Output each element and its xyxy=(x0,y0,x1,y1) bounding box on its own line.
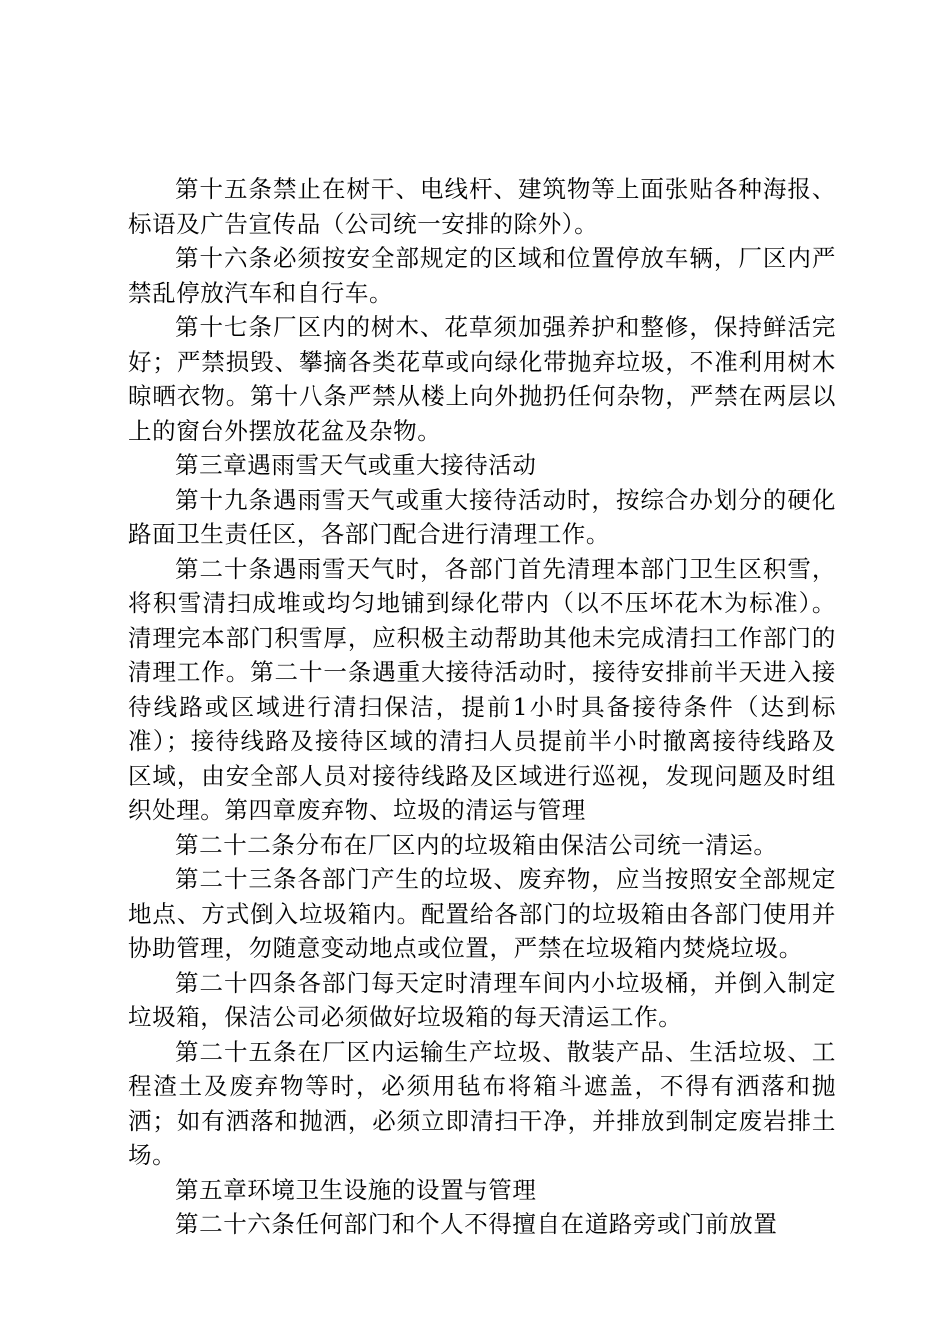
paragraph-article-17-18: 第十七条厂区内的树木、花草须加强养护和整修，保持鲜活完好；严禁损毁、攀摘各类花草或向绿化带抛弃垃圾，不准利用树木晾晒衣物。第十八条严禁从楼上向外抛扔任何杂物，严禁在两层以上的窗台外摆放花盆及杂物。 xyxy=(128,313,836,445)
document-body xyxy=(128,172,836,1242)
paragraph-article-22: 第二十二条分布在厂区内的垃圾箱由保洁公司统一清运。 xyxy=(175,830,778,859)
paragraph-article-16: 第十六条必须按安全部规定的区域和位置停放车辆，厂区内严禁乱停放汽车和自行车。 xyxy=(128,244,836,307)
paragraph-article-24: 第二十四条各部门每天定时清理车间内小垃圾桶，并倒入制定垃圾箱，保洁公司必须做好垃圾箱的每天清运工作。 xyxy=(128,968,836,1031)
paragraph-article-19: 第十九条遇雨雪天气或重大接待活动时，按综合办划分的硬化路面卫生责任区，各部门配合进行清理工作。 xyxy=(128,485,836,548)
paragraph-article-15: 第十五条禁止在树干、电线杆、建筑物等上面张贴各种海报、标语及广告宣传品（公司统一安排的除外）。 xyxy=(128,175,836,238)
paragraph-article-26: 第二十六条任何部门和个人不得擅自在道路旁或门前放置 xyxy=(175,1210,778,1238)
chapter-3-heading: 第三章遇雨雪天气或重大接待活动 xyxy=(175,451,537,479)
paragraph-article-20-21: 第二十条遇雨雪天气时，各部门首先清理本部门卫生区积雪，将积雪清扫成堆或均匀地铺到绿化带内（以不压坏花木为标准）。清理完本部门积雪厚，应积极主动帮助其他未完成清扫工作部门的清理工作。第二十一条遇重大接待活动时，接待安排前半天进入接待线路或区域进行清扫保洁，提前1小时具备接待条件（达到标准）；接待线路及接待区域的清扫人员提前半小时撤离接待线路及区域，由安全部人员对接待线路及区域进行巡视，发现问题及时组织处理。第四章废弃物、垃圾的清运与管理 xyxy=(128,554,836,824)
paragraph-article-23: 第二十三条各部门产生的垃圾、废弃物，应当按照安全部规定地点、方式倒入垃圾箱内。配置给各部门的垃圾箱由各部门使用并协助管理，勿随意变动地点或位置，严禁在垃圾箱内焚烧垃圾。 xyxy=(128,865,836,962)
paragraph-article-25: 第二十五条在厂区内运输生产垃圾、散装产品、生活垃圾、工程渣土及废弃物等时，必须用毡布将箱斗遮盖，不得有洒落和抛洒；如有洒落和抛洒，必须立即清扫干净，并排放到制定废岩排土场。 xyxy=(128,1037,836,1169)
chapter-5-heading: 第五章环境卫生设施的设置与管理 xyxy=(175,1175,537,1204)
